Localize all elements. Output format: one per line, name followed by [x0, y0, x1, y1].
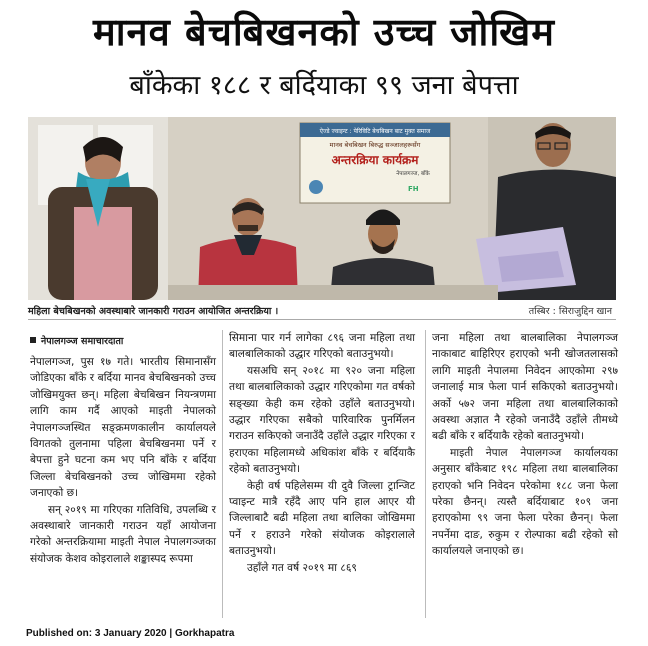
article-column-1: [30, 354, 216, 567]
article-column-2: [229, 330, 415, 576]
banner-globe-icon: [309, 180, 323, 194]
publication-footer: Published on: 3 January 2020 | Gorkhapatra: [26, 628, 235, 639]
bullet-square-icon: [30, 337, 36, 343]
banner-line2: मानव बेचबिखन बिरुद्ध सञ्जालहरूसँग: [329, 141, 421, 149]
paragraph: केही वर्ष पहिलेसम्म यी दुवै जिल्ला ट्रान्जिट प्वाइन्ट मात्रै रहँदै आए पनि हाल आएर यी जिल्लाबाटै बढी महिला तथा बालिका जोखिममा पर्ने र हराउने गरेको संयोजक कोइरालाले बताउनुभयो।: [229, 479, 415, 558]
byline-text: नेपालगञ्ज समाचारदाता: [41, 336, 124, 347]
paragraph: जना महिला तथा बालबालिका नेपालगञ्ज नाकाबाट बाहिरिएर हराएको भनी खोजतलासको लागि माइती नेपालमा निवेदन आएकोमा २९७ जनालाई मात्र फेला पार्न सकिएको बताउनुभयो। अर्को ५७२ जना महिला तथा बालबालिकाको अवस्था अज्ञात नै रहेको जनाउँदै उहाँले तीमध्ये बढी बाँके र बर्दियाकै रहेको बताउनुभयो।: [432, 332, 618, 443]
banner-line1: ऐज्डे ज्वाइन्ट : पेरिविटि बेचबिखन बाट मुक्त समाज: [319, 128, 431, 135]
paragraph: नेपालगञ्ज, पुस १७ गते। भारतीय सिमानासँग जोडिएका बाँके र बर्दिया मानव बेचबिखनको उच्च जोखिमयुक्त छन्। महिला बेचबिखन नियन्त्रणमा लागि काम गर्दै आएको माइती नेपालको नेपालगञ्जस्थित सङ्क्रमणकालीन कार्यालयले विगतको तुलनामा पहिला बेचबिखनमा पर्ने र बेपत्ता हुने घटना कम भए पनि बाँके र बर्दिया जिल्ला बेचबिखनको उच्च जोखिममा रहेको जनाएको छ।: [30, 356, 216, 500]
photo-caption: महिला बेचबिखनको अवस्थाबारे जानकारी गराउन आयोजित अन्तरक्रिया ।: [28, 306, 279, 317]
paragraph: उहाँले गत वर्ष २०१९ मा ८६९: [247, 561, 357, 574]
photo-credit: तस्बिर : सिराजुद्दिन खान: [528, 306, 612, 317]
paragraph: यसअघि सन् २०१८ मा ९२० जना महिला तथा बालबालिकाको उद्धार गरिएकोमा गत वर्षको सङ्ख्या केही कम रहेको उहाँले बताउनुभयो। उद्धार गरिएका सबैको पारिवारिक पुनर्मिलन गराउन सकिएको जनाउँदै उहाँले उद्धार गरिएका र हराएका महिलामध्ये अधिकांश बाँके र बर्दियाकै रहेको बताउनुभयो।: [229, 364, 415, 476]
headline: मानव बेचबिखनको उच्च जोखिम: [92, 10, 555, 54]
photo-caption-bar: [28, 302, 616, 320]
subheadline: बाँकेका १८८ र बर्दियाका ९९ जना बेपत्ता: [129, 70, 519, 101]
paragraph: सिमाना पार गर्न लागेका ८९६ जना महिला तथा बालबालिकाको उद्धार गरिएको बताउनुभयो।: [229, 332, 415, 361]
byline: [30, 334, 123, 347]
paragraph: सन् २०१९ मा गरिएका गतिविधि, उपलब्धि र अवस्थाबारे जानकारी गराउन यहाँ आयोजना गरेको अन्तरक्रियामा माइती नेपाल नेपालगञ्जका संयोजक केशव कोइरालाले शङ्कास्पद रूपमा: [30, 503, 216, 565]
column-divider: [222, 330, 223, 618]
article-column-3: [432, 330, 618, 560]
news-photo: [28, 117, 616, 300]
paragraph: माइती नेपाल नेपालगञ्ज कार्यालयका अनुसार बाँकेबाट १९८ महिला तथा बालबालिका हराएको भनि निवेदन परेकोमा १८८ जना फेला परेका छैनन्। त्यस्तै बर्दियाबाट १०९ जना हराएकोमा ९९ जना फेला परेका छैनन्। फेला नपर्नेमा दाङ, रुकुम र रोल्पाका बढी रहेको सो कार्यालयले जनाएको छ।: [432, 446, 618, 558]
banner-small: नेपालगञ्ज, बाँके: [396, 171, 430, 177]
column-divider: [425, 330, 426, 618]
banner-logo: FH: [408, 185, 419, 193]
banner-title: अन्तरक्रिया कार्यक्रम: [331, 153, 419, 167]
